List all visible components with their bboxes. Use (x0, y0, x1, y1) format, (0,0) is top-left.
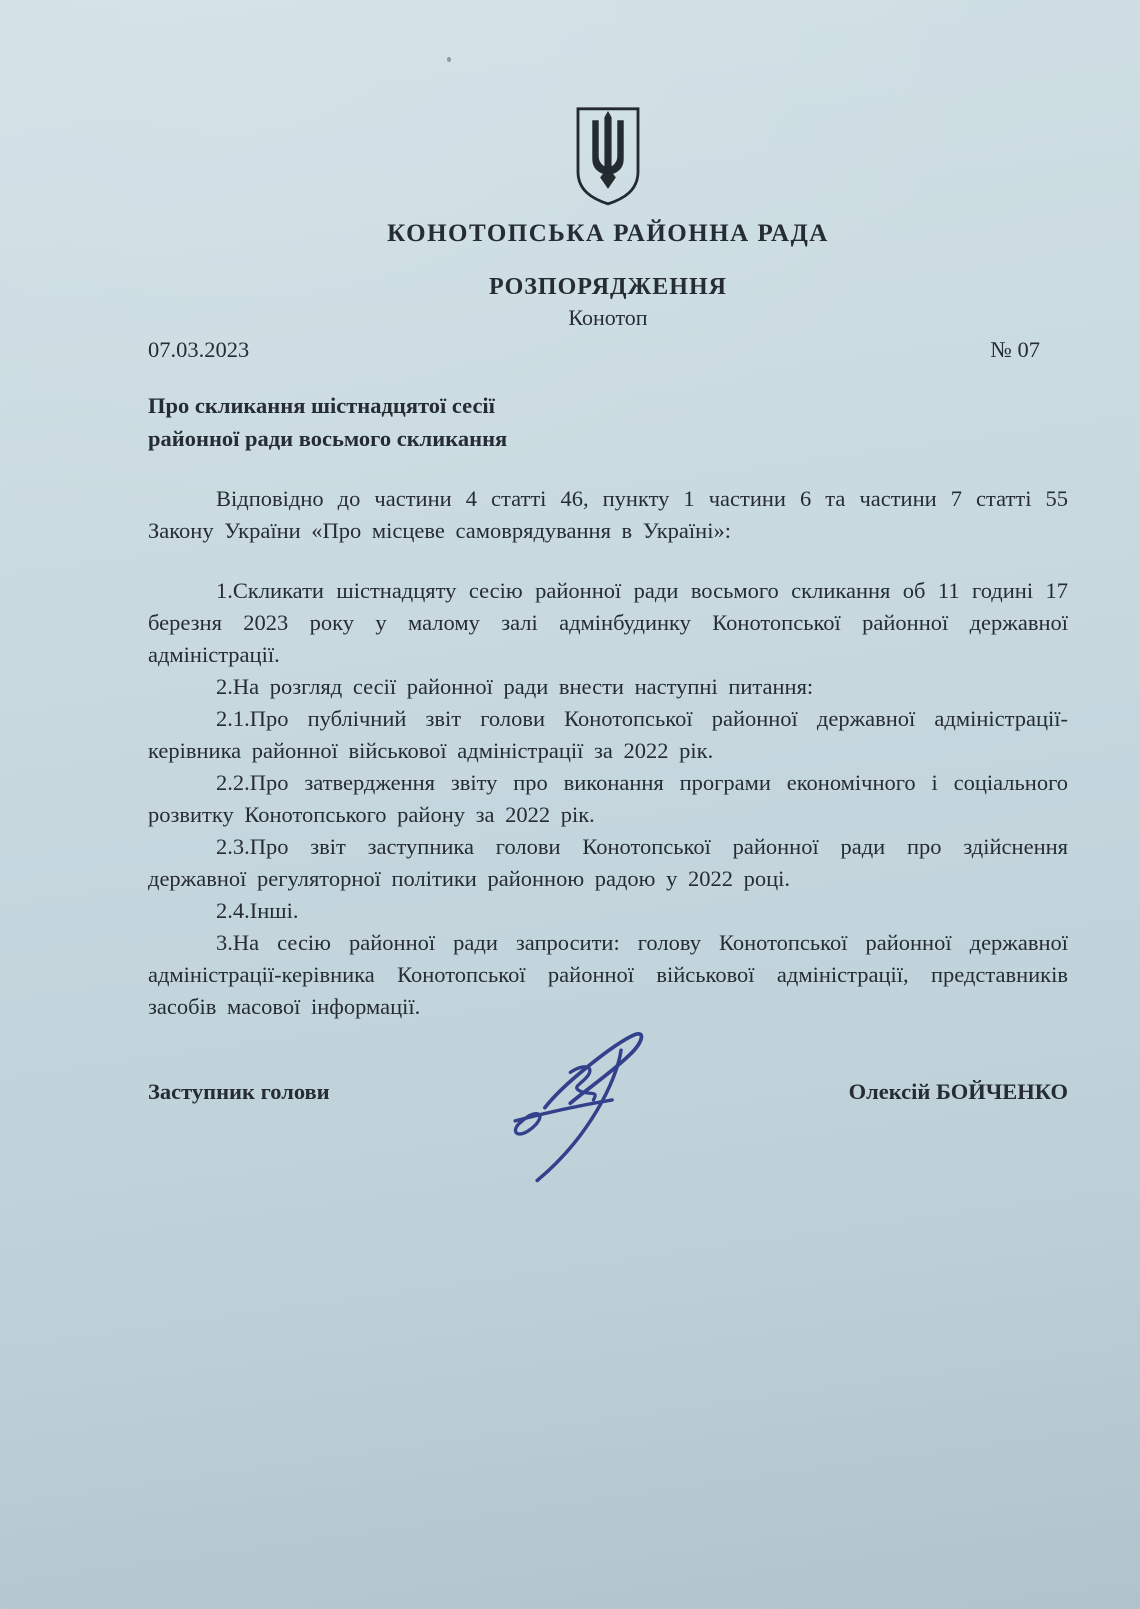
meta-row (148, 337, 1068, 363)
ukraine-trident-emblem-icon (572, 106, 644, 206)
document-date: 07.03.2023 (148, 337, 250, 362)
organization-name: КОНОТОПСЬКА РАЙОННА РАДА (387, 220, 829, 247)
subject-line-1: Про скликання шістнадцятої сесії (148, 393, 495, 418)
document-content (148, 0, 1068, 1105)
document-number: № 07 (990, 337, 1040, 362)
body-item-2-3: 2.3.Про звіт заступника голови Конотопської районної ради про здійснення державної регуляторної політики районною радою у 2022 році. (148, 834, 1068, 891)
body-item-2-4: 2.4.Інші. (216, 898, 299, 923)
body-item-1: 1.Скликати шістнадцяту сесію районної ради восьмого скликання об 11 годині 17 березня 2023 року у малому залі адмінбудинку Конотопської районної державної адміністрації. (148, 578, 1068, 667)
body-item-2: 2.На розгляд сесії районної ради внести наступні питання: (216, 674, 814, 699)
body-item-2-2: 2.2.Про затвердження звіту про виконання програми економічного і соціального розвитку Конотопського району за 2022 рік. (148, 770, 1068, 827)
signer-name: Олексій БОЙЧЕНКО (848, 1079, 1068, 1104)
document-type-title: РОЗПОРЯДЖЕННЯ (489, 274, 727, 300)
body-item-3: 3.На сесію районної ради запросити: голову Конотопської районної державної адміністрації-керівника Конотопської районної військової адміністрації, представників засобів масової інформації. (148, 930, 1068, 1019)
intro-paragraph: Відповідно до частини 4 статті 46, пункту 1 частини 6 та частини 7 статті 55 Закону України «Про місцеве самоврядування в Україні»: (148, 486, 1068, 543)
place-name: Конотоп (568, 305, 648, 330)
body-item-2-1: 2.1.Про публічний звіт голови Конотопської районної державної адміністрації-керівника районної військової адміністрації за 2022 рік. (148, 706, 1068, 763)
signer-position-title: Заступник голови (148, 1079, 330, 1104)
subject-title (148, 389, 1068, 455)
handwritten-signature (503, 1026, 653, 1186)
subject-line-2: районної ради восьмого скликання (148, 426, 508, 451)
